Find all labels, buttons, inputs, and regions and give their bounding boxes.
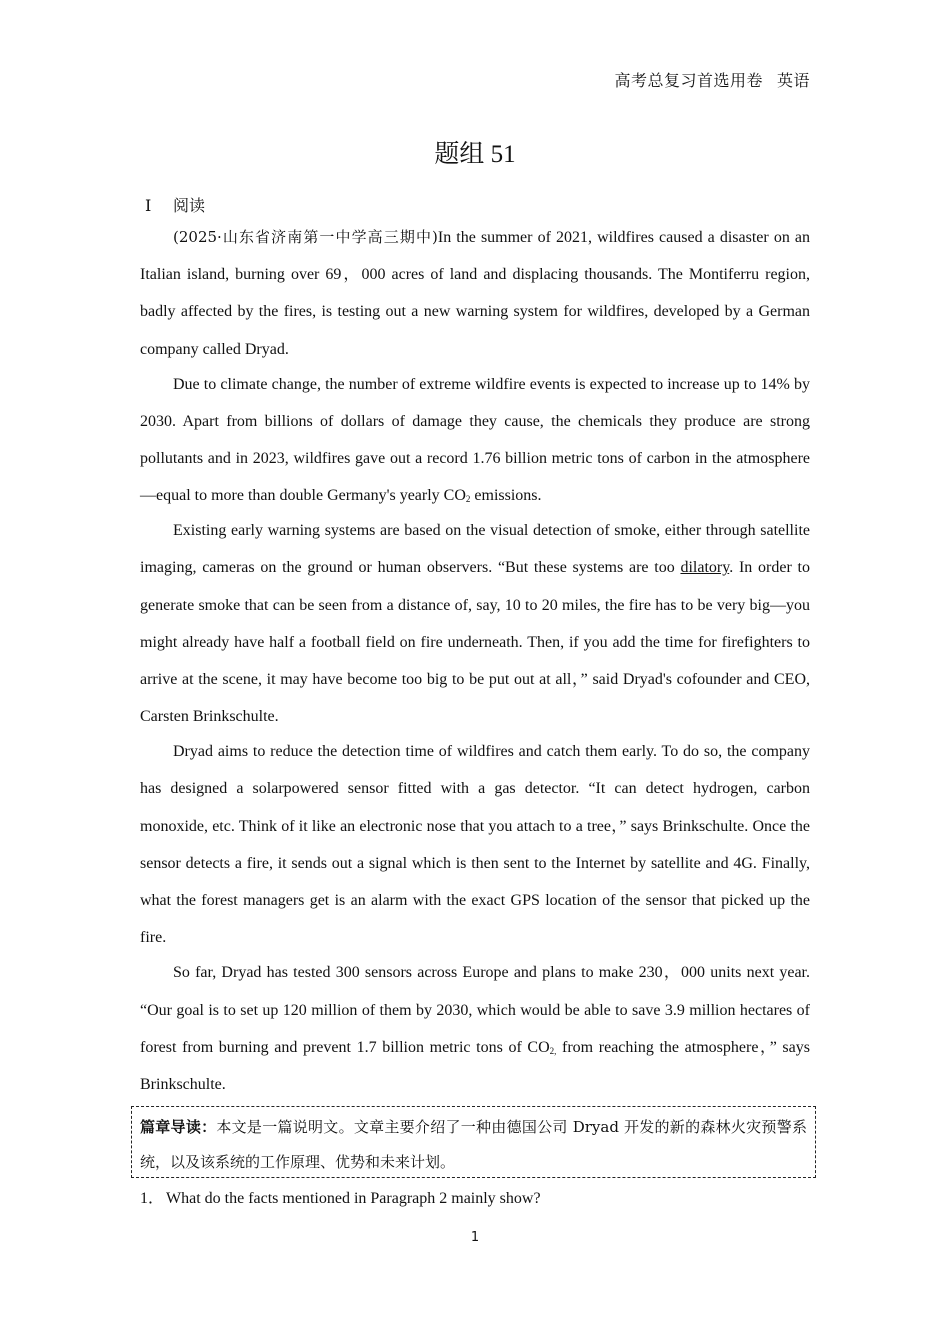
guide-text: 本文是一篇说明文。文章主要介绍了一种由德国公司 Dryad 开发的新的森林火灾预警系统，以及该系统的工作原理、优势和未来计划。	[140, 1118, 807, 1171]
page-number: 1	[470, 1230, 480, 1245]
paragraph-1: (2025·山东省济南第一中学高三期中)In the summer of 2021, wildfires caused a disaster on an Italian island, burning over 69，000 acres of land and displacing thousands. The Montiferru region, badly affected by the fires, is testing out a new warning system for wildfires, developed by a German company called Dryad.	[140, 228, 811, 358]
reading-passage	[140, 219, 810, 1103]
question-number: 1．	[140, 1190, 165, 1207]
paragraph-5: So far, Dryad has tested 300 sensors across Europe and plans to make 230，000 units next year. “Our goal is to set up 120 million of them by 2030, which would be able to save 3.9 million hectares of forest from burning and prevent 1.7 billion metric tons of $CO_{2,}$ from reaching the atmosphere，” says Brinkschulte.	[140, 964, 810, 1093]
section-heading	[145, 193, 205, 216]
header-subject: 英语	[776, 73, 810, 90]
passage-source: (2025·山东省济南第一中学高三期中)	[173, 228, 438, 246]
paragraph-2: Due to climate change, the number of extreme wildfire events is expected to increase up to 14% by 2030. Apart from billions of dollars of damage they cause, the chemicals they produce are strong pollutants and in 2023, wildfires gave out a record 1.76 billion metric tons of carbon in the atmosphere—equal to more than double Germany's yearly $CO_2$ emissions.	[140, 375, 810, 505]
page-header	[614, 68, 810, 91]
page-title: 题组 51	[434, 141, 516, 168]
question-1	[140, 1185, 541, 1208]
question-text: What do the facts mentioned in Paragraph 2 mainly show?	[166, 1190, 541, 1207]
section-label: 阅读	[173, 198, 206, 215]
passage-guide-box	[131, 1106, 816, 1178]
guide-label: 篇章导读：	[140, 1118, 217, 1136]
header-book-title: 高考总复习首选用卷	[614, 73, 763, 90]
paragraph-3: Existing early warning systems are based on the visual detection of smoke, either through satellite imaging, cameras on the ground or human observers. “But these systems are too dilatory. In order to generate smoke that can be seen from a distance of, say, 10 to 20 miles, the fire has to be very big—you might already have half a football field on fire underneath. Then, if you add the time for firefighters to arrive at the scene, it may have become too big to be put out at all，” said Dryad's cofounder and CEO, Carsten Brinkschulte.	[140, 522, 810, 726]
section-number: Ⅰ	[145, 198, 152, 215]
underlined-word: dilatory	[680, 559, 730, 577]
paragraph-4: Dryad aims to reduce the detection time of wildfires and catch them early. To do so, the company has designed a solarpowered sensor fitted with a gas detector. “It can detect hydrogen, carbon monoxide, etc. Think of it like an electronic nose that you attach to a tree，” says Brinkschulte. Once the sensor detects a fire, it sends out a signal which is then sent to the Internet by satellite and 4G. Finally, what the forest managers get is an alarm with the exact GPS location of the sensor that picked up the fire.	[140, 743, 810, 947]
